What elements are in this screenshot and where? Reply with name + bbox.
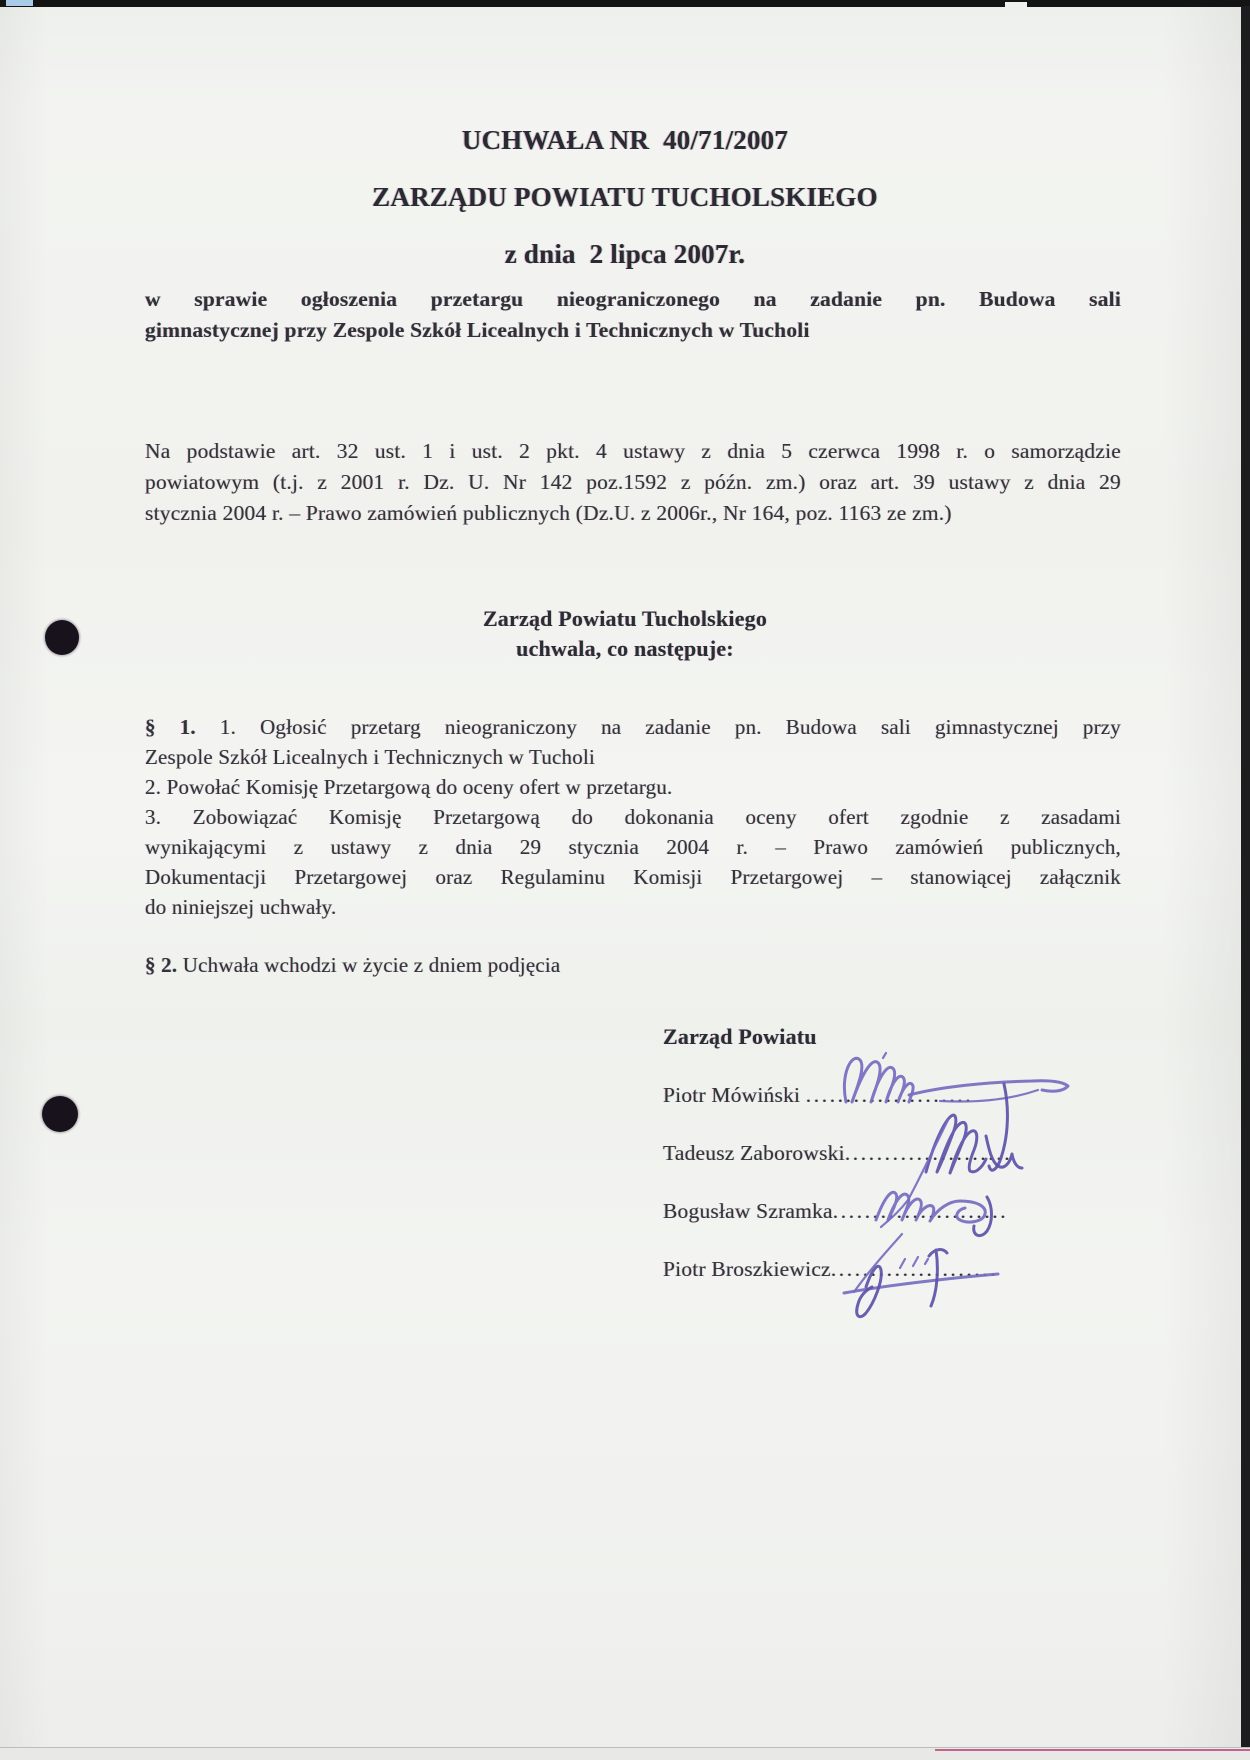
legal-basis-line: Na podstawie art. 32 ust. 1 i ust. 2 pkt. 4 ustawy z dnia 5 czerwca 1998 r. o samorządzie [145, 439, 1121, 463]
legal-basis-paragraph [145, 436, 1121, 529]
paragraph-1 [145, 712, 1121, 922]
paragraph-1-line: do niniejszej uchwały. [145, 895, 337, 919]
hole-punch-bottom [42, 1096, 78, 1132]
signature-row [663, 1196, 1143, 1226]
section-symbol-2: § 2. [145, 953, 178, 977]
paragraph-1-text: 1. Ogłosić przetarg nieograniczony na zadanie pn. Budowa sali gimnastycznej przy [195, 715, 1121, 739]
signature-row [663, 1254, 1143, 1284]
top-scan-edge-notch [1005, 2, 1027, 7]
signature-name: Piotr Mówiński [663, 1083, 806, 1107]
resolution-number: UCHWAŁA NR 40/71/2007 [461, 125, 789, 155]
paragraph-2-line [145, 950, 1121, 980]
signature-dotted-line: ..................... [830, 1257, 999, 1281]
enacting-line: uchwala, co następuje: [516, 636, 734, 661]
signature-block [663, 1022, 1143, 1284]
corner-tab-blue [6, 0, 33, 6]
paragraph-1-line: 2. Powołać Komisję Przetargową do oceny ofert w przetargu. [145, 775, 673, 799]
subject-paragraph [145, 284, 1121, 346]
paragraph-1-line: Zespole Szkół Licealnych i Technicznych w Tucholi [145, 745, 596, 769]
paragraph-2-text: Uchwała wchodzi w życie z dniem podjęcia [177, 953, 561, 977]
signature-dotted-line: ..................... [844, 1141, 1013, 1165]
paragraph-1-line: 3. Zobowiązać Komisję Przetargową do dokonania oceny ofert zgodnie z zasadami [145, 805, 1121, 829]
enacting-line: Zarząd Powiatu Tucholskiego [482, 606, 768, 631]
paragraph-2 [145, 950, 1121, 980]
paragraph-1-line [145, 712, 1121, 742]
signature-dotted-line: ..................... [805, 1083, 974, 1107]
subject-line: gimnastycznej przy Zespole Szkół Licealnych i Technicznych w Tucholi [145, 318, 810, 342]
paragraph-1-line: Dokumentacji Przetargowej oraz Regulaminu Komisji Przetargowej – stanowiącej załącznik [145, 865, 1121, 889]
bottom-pink-scan-line [935, 1749, 1250, 1751]
legal-basis-line: powiatowym (t.j. z 2001 r. Dz. U. Nr 142 poz.1592 z późn. zm.) oraz art. 39 ustawy z dnia 29 [145, 470, 1121, 494]
signature-name: Bogusław Szramka [663, 1199, 833, 1223]
subject-line: w sprawie ogłoszenia przetargu nieograniczonego na zadanie pn. Budowa sali [145, 287, 1121, 311]
signature-row [663, 1080, 1143, 1110]
signature-dotted-line: ...................... [832, 1199, 1009, 1223]
issuing-body: ZARZĄDU POWIATU TUCHOLSKIEGO [372, 182, 878, 212]
signature-name: Tadeusz Zaborowski [663, 1141, 845, 1165]
document-title [0, 112, 1250, 283]
section-symbol-1: § 1. [145, 715, 196, 739]
signature-name: Piotr Broszkiewicz [663, 1257, 831, 1281]
top-scan-edge [0, 0, 1250, 7]
legal-basis-line: stycznia 2004 r. – Prawo zamówień publicznych (Dz.U. z 2006r., Nr 164, poz. 1163 ze zm.) [145, 501, 952, 525]
signature-row [663, 1138, 1143, 1168]
paragraph-1-line: wynikającymi z ustawy z dnia 29 stycznia 2004 r. – Prawo zamówień publicznych, [145, 835, 1121, 859]
enacting-formula [20, 604, 1230, 664]
signature-heading: Zarząd Powiatu [663, 1024, 817, 1049]
resolution-date: z dnia 2 lipca 2007r. [504, 239, 746, 269]
